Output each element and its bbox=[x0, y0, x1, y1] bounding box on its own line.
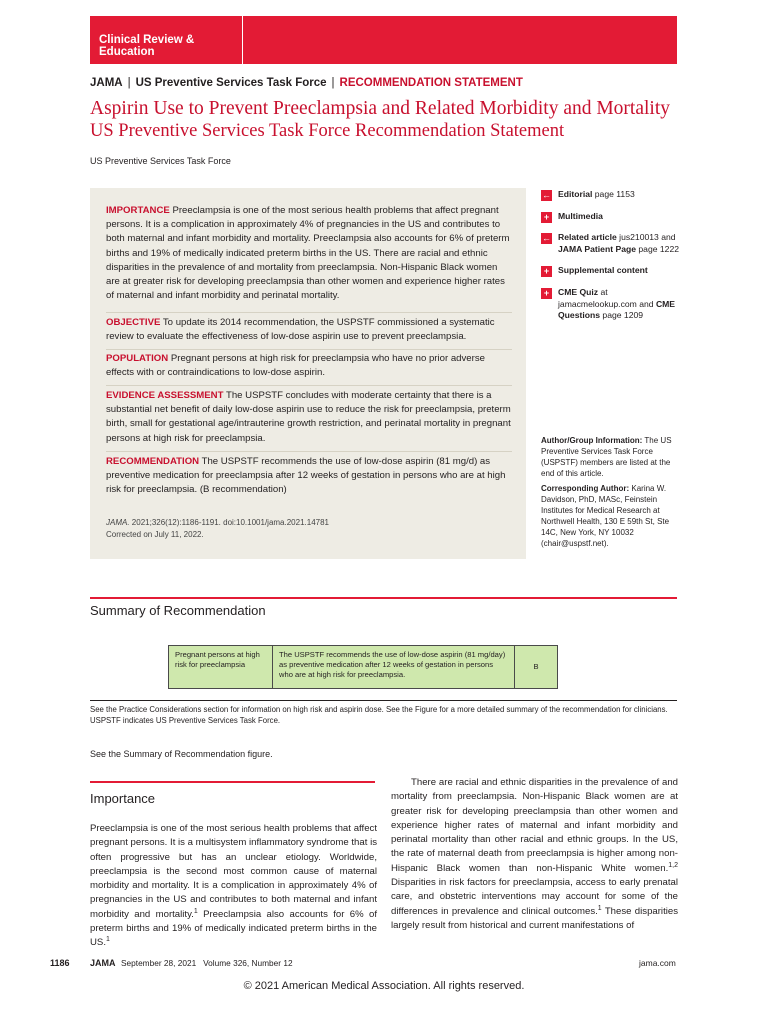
author-information: Author/Group Information: The US Preventive Services Task Force (USPSTF) members are listed at the end of this article. Corresponding Author: Karina W. Davidson, PhD, MASc, Feinstein Institutes for Medical Research at Northwell Health, 130 E 59th St, Ste 14C, New York, NY 10032 (chair@uspstf.net). bbox=[541, 435, 676, 553]
abstract-box bbox=[90, 188, 526, 559]
abstract-divider bbox=[106, 451, 512, 452]
abstract-recommendation: RECOMMENDATION The USPSTF recommends the use of low-dose aspirin (81 mg/d) as preventive medication for preeclampsia after 12 weeks of gestation in persons who are at high risk for preeclampsia. (B recommendation) bbox=[106, 456, 506, 496]
copyright-notice: © 2021 American Medical Association. All rights reserved. bbox=[243, 980, 525, 992]
abstract-divider bbox=[106, 385, 512, 386]
article-header: JAMA | US Preventive Services Task Force | RECOMMENDATION STATEMENT bbox=[90, 77, 523, 89]
article-type: RECOMMENDATION STATEMENT bbox=[339, 77, 523, 89]
summary-recommendation-cell: The USPSTF recommends the use of low-dose aspirin (81 mg/day) as preventive medication after 12 weeks of gestation in persons who are at high risk for preeclampsia. bbox=[273, 646, 515, 688]
article-subtitle: US Preventive Services Task Force Recommendation Statement bbox=[90, 121, 565, 141]
section-rule bbox=[90, 597, 677, 599]
abstract-divider bbox=[106, 349, 512, 350]
abstract-objective: OBJECTIVE To update its 2014 recommendation, the USPSTF commissioned a systematic review to evaluate the effectiveness of low-dose aspirin use to prevent preeclampsia. bbox=[106, 317, 495, 343]
related-article-link[interactable]: ← Related article jus210013 and JAMA Patient Page page 1222 bbox=[542, 232, 680, 254]
abstract-evidence: EVIDENCE ASSESSMENT The USPSTF concludes with moderate certainty that there is a substantial net benefit of daily low-dose aspirin use to reduce the risk for preeclampsia, preterm birth, small for gestational age/intrauterine growth restriction, and perinatal mortality in pregnant persons at high risk for preeclampsia. bbox=[106, 390, 511, 444]
summary-note-rule bbox=[90, 700, 677, 701]
supplemental-content-link[interactable]: + Supplemental content bbox=[541, 265, 681, 279]
page-number: 1186 bbox=[50, 958, 70, 968]
article-authors: US Preventive Services Task Force bbox=[90, 156, 231, 166]
abstract-citation: JAMA. 2021;326(12):1186-1191. doi:10.1001/jama.2021.14781 Corrected on July 11, 2022. bbox=[106, 518, 329, 539]
see-figure-note: See the Summary of Recommendation figure. bbox=[90, 749, 273, 759]
arrow-left-icon: ← bbox=[542, 233, 551, 243]
section-rule bbox=[90, 781, 375, 783]
abstract-population: POPULATION Pregnant persons at high risk for preeclampsia who have no prior adverse effects with or contraindications to low-dose aspirin. bbox=[106, 353, 485, 379]
section-label: Clinical Review & Education bbox=[90, 16, 243, 64]
summary-table bbox=[168, 645, 558, 689]
plus-icon: + bbox=[541, 266, 552, 277]
correction-note: Corrected on July 11, 2022. bbox=[106, 530, 204, 539]
plus-icon: + bbox=[541, 288, 552, 299]
editorial-link[interactable]: ← Editorial page 1153 bbox=[542, 189, 635, 200]
cme-quiz-link[interactable]: + CME Quiz at jamacmelookup.com and CME Questions page 1209 bbox=[541, 287, 681, 325]
journal-name: JAMA bbox=[90, 77, 123, 89]
body-right-column: There are racial and ethnic disparities in the prevalence of and mortality from preeclampsia. Non-Hispanic Black women are at greater risk for developing preeclampsia than other women and experience higher rates of maternal and infant morbidity and perinatal mortality than other racial and ethnic groups. In the US, the rate of maternal death from preeclampsia is higher among non-Hispanic Black women than non-Hispanic White women.$^{1,2}$ Disparities in risk factors for preeclampsia, access to early prenatal care, and obstetric interventions may account for some of the differences in prevalence and clinical outcomes.$^1$ These disparities largely result from historical and current manifestations of bbox=[391, 777, 678, 931]
arrow-left-icon: ← bbox=[542, 190, 551, 200]
abstract-divider bbox=[106, 312, 512, 313]
footer-website-link[interactable]: jama.com bbox=[639, 958, 676, 968]
corresponding-author: Corresponding Author: Karina W. Davidson, PhD, MASc, Feinstein Institutes for Medical Research at Northwell Health, 130 E 59th St, Ste 14C, New York, NY 10032 (chair@uspstf.net). bbox=[541, 484, 670, 548]
task-force-label: US Preventive Services Task Force bbox=[135, 77, 327, 89]
body-left-column: Preeclampsia is one of the most serious health problems that affect pregnant persons. It is a multisystem inflammatory syndrome that is often progressive but has an unclear etiology. Worldwide, preeclampsia is the second most common cause of maternal morbidity and mortality. It is a complication in approximately 4% of pregnancies in the US and contributes to both maternal and infant morbidity and mortality.$^1$ Preeclampsia also accounts for 6% of preterm births and 19% of medically indicated preterm births in the US.$^1$ bbox=[90, 823, 377, 949]
multimedia-link[interactable]: + Multimedia bbox=[541, 211, 681, 225]
plus-icon: + bbox=[541, 212, 552, 223]
summary-title: Summary of Recommendation bbox=[90, 603, 266, 618]
summary-grade-cell: B bbox=[533, 662, 539, 671]
abstract-importance: IMPORTANCE Preeclampsia is one of the most serious health problems that affect pregnant persons. It is a complication in approximately 4% of pregnancies in the US and contributes to both maternal and infant morbidity and mortality. Preeclampsia also accounts for 6% of preterm births and 19% of medically indicated preterm births in the US. There are racial and ethnic disparities in the prevalence of and mortality from preeclampsia. Non-Hispanic Black women are at greater risk for developing preeclampsia than other women and experience higher rates of maternal and infant morbidity and perinatal mortality. bbox=[106, 205, 510, 302]
footer-journal: JAMA bbox=[90, 958, 116, 968]
article-title: Aspirin Use to Prevent Preeclampsia and Related Morbidity and Mortality bbox=[90, 98, 671, 119]
summary-note: See the Practice Considerations section for information on high risk and aspirin dose. See the Figure for a more detailed summary of the recommendation for clinicians. USPSTF indicates US Preventive Services Task Force. bbox=[90, 705, 668, 725]
importance-heading: Importance bbox=[90, 791, 156, 806]
footer-issue: September 28, 2021 Volume 326, Number 12 bbox=[121, 958, 293, 968]
summary-population-cell: Pregnant persons at high risk for preeclampsia bbox=[169, 646, 273, 688]
